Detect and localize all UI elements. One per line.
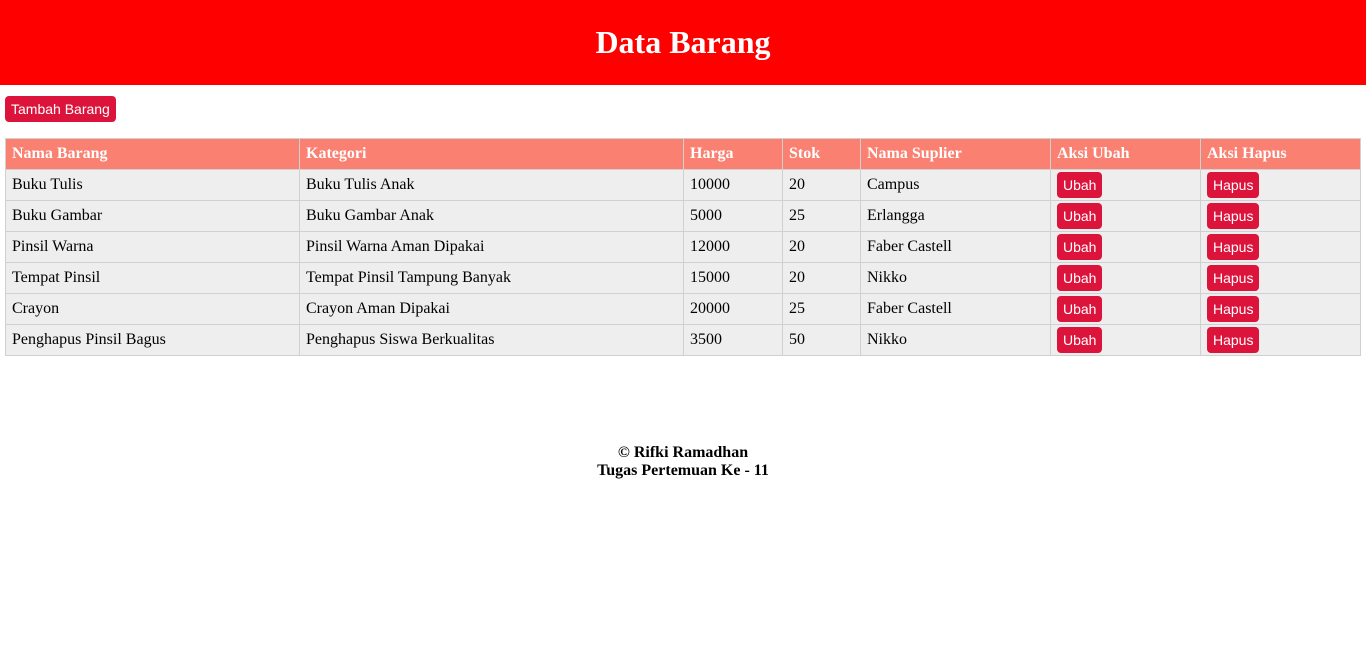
- cell-aksi-hapus: [1201, 263, 1361, 294]
- delete-button[interactable]: Hapus: [1207, 172, 1259, 198]
- cell-aksi-ubah: [1051, 325, 1201, 356]
- cell-suplier: Erlangga: [861, 201, 1051, 232]
- column-header-aksi-ubah: Aksi Ubah: [1051, 139, 1201, 170]
- edit-button[interactable]: Ubah: [1057, 172, 1102, 198]
- table-row: [6, 294, 1361, 325]
- footer-copyright: © Rifki Ramadhan: [617, 444, 749, 461]
- cell-aksi-hapus: [1201, 325, 1361, 356]
- column-header-nama-barang: Nama Barang: [6, 139, 300, 170]
- cell-kategori: Crayon Aman Dipakai: [300, 294, 684, 325]
- cell-nama-barang: Penghapus Pinsil Bagus: [6, 325, 300, 356]
- cell-stok: 50: [783, 325, 861, 356]
- cell-suplier: Campus: [861, 170, 1051, 201]
- column-header-aksi-hapus: Aksi Hapus: [1201, 139, 1361, 170]
- table-row: [6, 263, 1361, 294]
- page-footer: [0, 444, 1366, 480]
- table-row: [6, 325, 1361, 356]
- column-header-stok: Stok: [783, 139, 861, 170]
- delete-button[interactable]: Hapus: [1207, 203, 1259, 229]
- cell-aksi-ubah: [1051, 201, 1201, 232]
- cell-nama-barang: Tempat Pinsil: [6, 263, 300, 294]
- cell-aksi-ubah: [1051, 294, 1201, 325]
- cell-stok: 25: [783, 294, 861, 325]
- edit-button[interactable]: Ubah: [1057, 265, 1102, 291]
- page-header: [0, 0, 1366, 85]
- cell-aksi-hapus: [1201, 170, 1361, 201]
- cell-harga: 10000: [684, 170, 783, 201]
- delete-button[interactable]: Hapus: [1207, 296, 1259, 322]
- cell-stok: 20: [783, 170, 861, 201]
- cell-stok: 20: [783, 232, 861, 263]
- table-row: [6, 201, 1361, 232]
- cell-stok: 20: [783, 263, 861, 294]
- cell-harga: 20000: [684, 294, 783, 325]
- delete-button[interactable]: Hapus: [1207, 234, 1259, 260]
- cell-harga: 5000: [684, 201, 783, 232]
- cell-nama-barang: Pinsil Warna: [6, 232, 300, 263]
- cell-aksi-ubah: [1051, 170, 1201, 201]
- cell-stok: 25: [783, 201, 861, 232]
- table-row: [6, 170, 1361, 201]
- column-header-harga: Harga: [684, 139, 783, 170]
- cell-aksi-hapus: [1201, 232, 1361, 263]
- edit-button[interactable]: Ubah: [1057, 203, 1102, 229]
- cell-suplier: Faber Castell: [861, 232, 1051, 263]
- delete-button[interactable]: Hapus: [1207, 327, 1259, 353]
- cell-kategori: Penghapus Siswa Berkualitas: [300, 325, 684, 356]
- cell-suplier: Nikko: [861, 325, 1051, 356]
- cell-kategori: Buku Tulis Anak: [300, 170, 684, 201]
- column-header-kategori: Kategori: [300, 139, 684, 170]
- cell-nama-barang: Buku Tulis: [6, 170, 300, 201]
- delete-button[interactable]: Hapus: [1207, 265, 1259, 291]
- table-row: [6, 232, 1361, 263]
- cell-harga: 15000: [684, 263, 783, 294]
- edit-button[interactable]: Ubah: [1057, 296, 1102, 322]
- column-header-nama-suplier: Nama Suplier: [861, 139, 1051, 170]
- cell-suplier: Faber Castell: [861, 294, 1051, 325]
- cell-nama-barang: Crayon: [6, 294, 300, 325]
- cell-kategori: Buku Gambar Anak: [300, 201, 684, 232]
- cell-kategori: Pinsil Warna Aman Dipakai: [300, 232, 684, 263]
- add-item-button[interactable]: Tambah Barang: [5, 96, 116, 122]
- page-title: Data Barang: [595, 24, 771, 60]
- cell-aksi-hapus: [1201, 201, 1361, 232]
- table-header-row: [6, 139, 1361, 170]
- cell-nama-barang: Buku Gambar: [6, 201, 300, 232]
- cell-suplier: Nikko: [861, 263, 1051, 294]
- cell-aksi-ubah: [1051, 263, 1201, 294]
- footer-assignment: Tugas Pertemuan Ke - 11: [597, 462, 769, 479]
- edit-button[interactable]: Ubah: [1057, 234, 1102, 260]
- cell-aksi-hapus: [1201, 294, 1361, 325]
- cell-aksi-ubah: [1051, 232, 1201, 263]
- cell-harga: 3500: [684, 325, 783, 356]
- edit-button[interactable]: Ubah: [1057, 327, 1102, 353]
- cell-kategori: Tempat Pinsil Tampung Banyak: [300, 263, 684, 294]
- items-table: [5, 138, 1361, 356]
- cell-harga: 12000: [684, 232, 783, 263]
